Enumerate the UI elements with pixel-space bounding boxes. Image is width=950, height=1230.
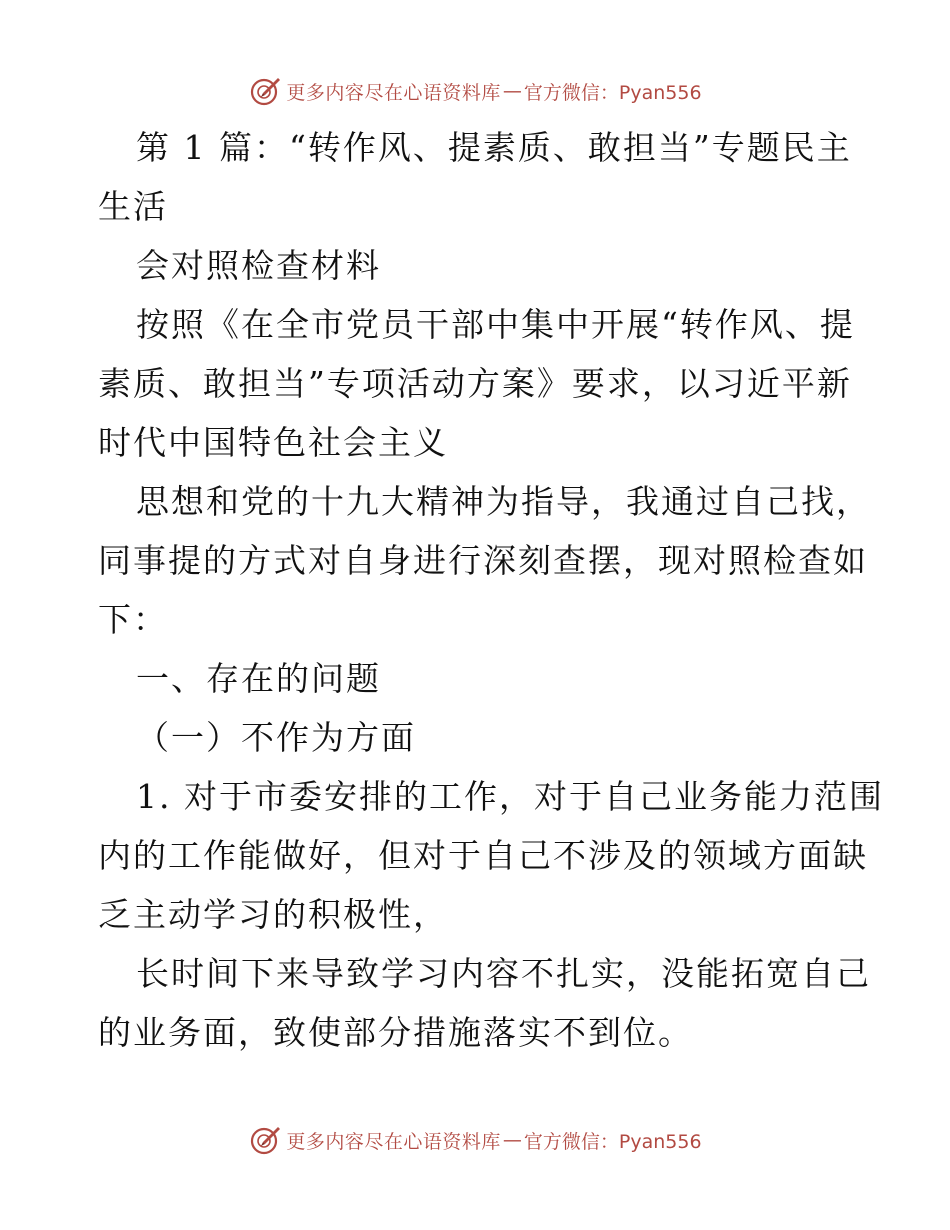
- header-separator: —: [502, 80, 522, 102]
- header-watermark-banner: [0, 71, 950, 111]
- pen-nib-logo-icon: [248, 74, 282, 108]
- paragraph-1-line-3: 时代中国特色社会主义: [98, 423, 448, 462]
- paragraph-2-line-2: 同事提的方式对自身进行深刻查摆，现对照检查如: [98, 541, 868, 580]
- header-wechat-text: 官方微信：Pyan556: [523, 81, 702, 104]
- paragraph-2-line-1: 思想和党的十九大精神为指导，我通过自己找，: [136, 482, 871, 521]
- footer-wechat-text: 官方微信：Pyan556: [523, 1130, 702, 1153]
- footer-watermark-banner: [0, 1120, 950, 1160]
- paragraph-1-line-2: 素质、敢担当”专项活动方案》要求，以习近平新: [98, 364, 852, 403]
- header-promo-text: 更多内容尽在心语资料库: [286, 81, 501, 104]
- footer-separator: —: [502, 1129, 522, 1151]
- doc-title-line-2: 生活: [98, 187, 168, 226]
- doc-title-line-1: 第 1 篇：“转作风、提素质、敢担当”专题民主: [136, 128, 852, 167]
- doc-subtitle-line: 会对照检查材料: [136, 246, 381, 285]
- footer-promo-text: 更多内容尽在心语资料库: [286, 1130, 501, 1153]
- paragraph-3-line-3: 乏主动学习的积极性，: [98, 895, 448, 934]
- paragraph-4-line-2: 的业务面，致使部分措施落实不到位。: [98, 1013, 693, 1052]
- paragraph-3-line-1: 1. 对于市委安排的工作，对于自己业务能力范围: [136, 777, 884, 816]
- pen-nib-logo-icon: [248, 1123, 282, 1157]
- subsection-heading: （一）不作为方面: [136, 718, 416, 757]
- paragraph-3-line-2: 内的工作能做好，但对于自己不涉及的领域方面缺: [98, 836, 868, 875]
- section-heading: 一、存在的问题: [136, 659, 381, 698]
- document-body: [98, 118, 884, 1062]
- paragraph-1-line-1: 按照《在全市党员干部中集中开展“转作风、提: [136, 305, 855, 344]
- paragraph-4-line-1: 长时间下来导致学习内容不扎实，没能拓宽自己: [136, 954, 871, 993]
- paragraph-2-line-3: 下：: [98, 600, 168, 639]
